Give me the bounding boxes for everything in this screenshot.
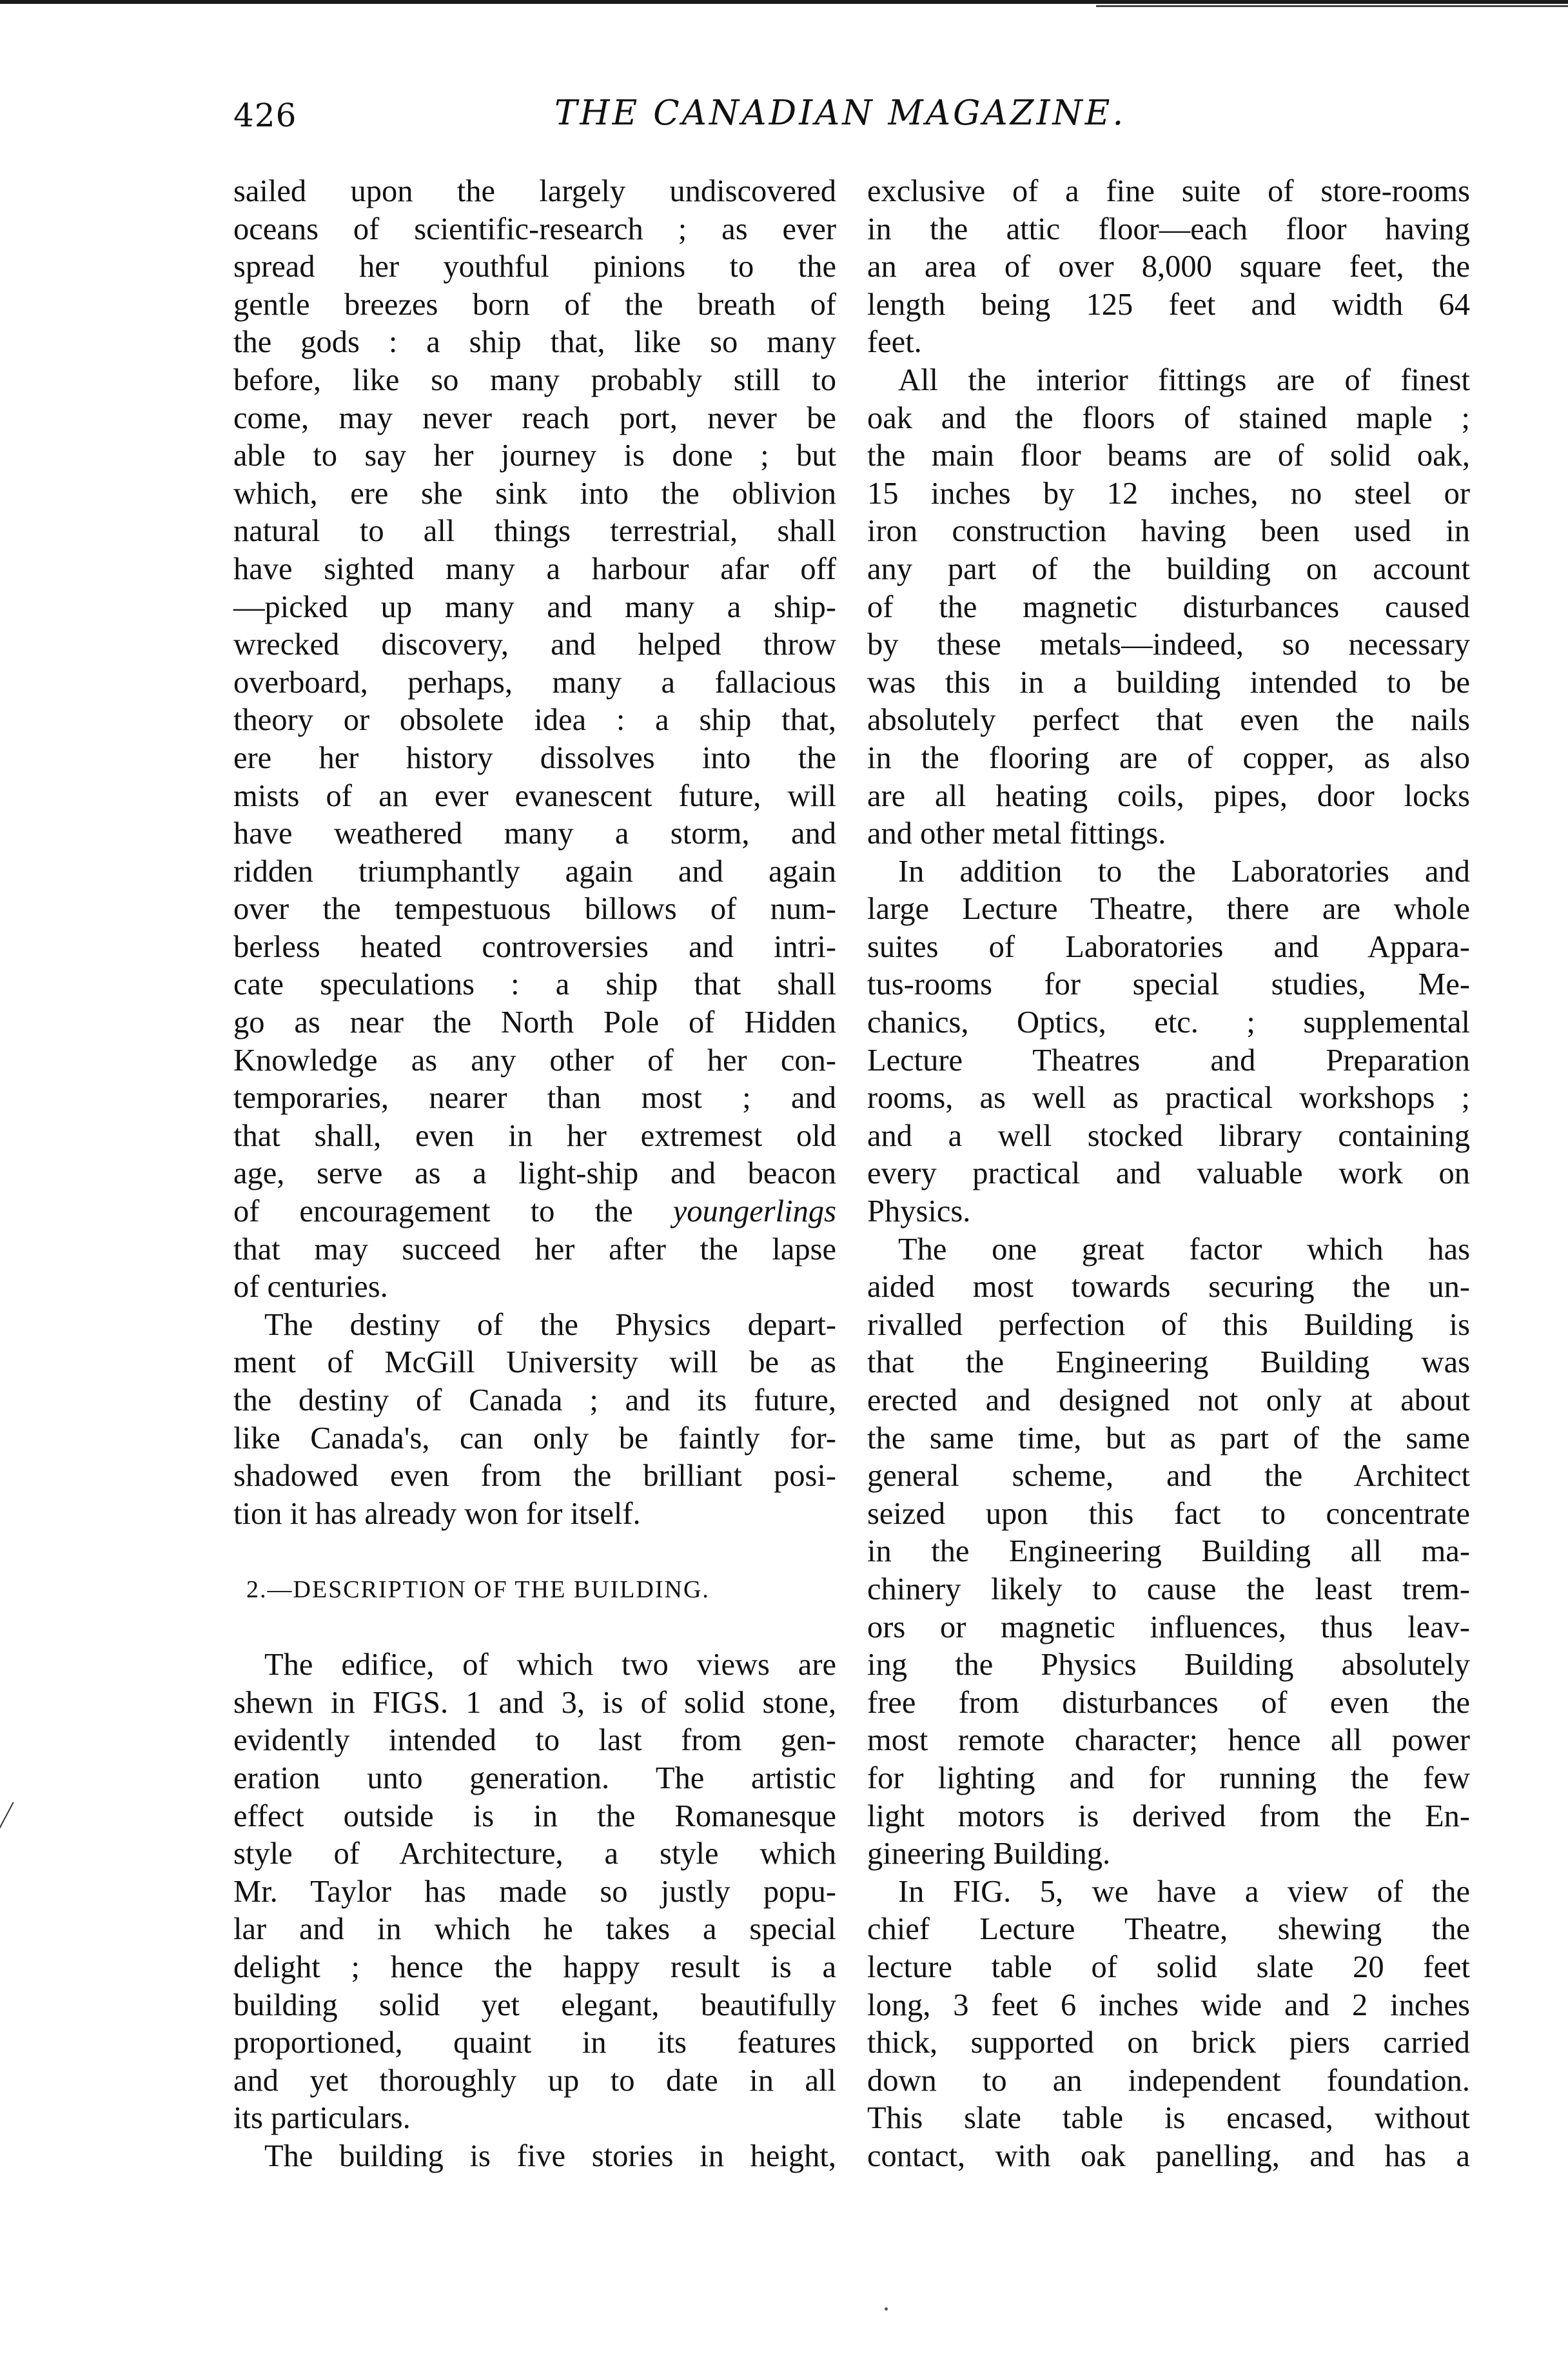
text-line: delight ; hence the happy result is a [233,1949,836,1984]
text-line: and yet thoroughly up to date in all [233,2063,836,2098]
text-line: absolutely perfect that even the nails [867,703,1470,738]
italic-word: youngerlings [672,1194,836,1229]
text-line: which, ere she sink into the oblivion [233,476,836,511]
text-line: in the Engineering Building all ma- [867,1534,1470,1569]
text-line: light motors is derived from the En- [867,1799,1470,1833]
text-line: The building is five stories in height, [264,2138,836,2173]
text-line [233,1193,836,1231]
text-line: iron construction having been used in [867,514,1470,549]
text-line: are all heating coils, pipes, door locks [867,778,1470,813]
text-line: have sighted many a harbour afar off [233,551,836,586]
text-line: building solid yet elegant, beautifully [233,1987,836,2022]
text-line: berless heated controversies and intri- [233,929,836,964]
text-line: any part of the building on account [867,551,1470,586]
text-line: ere her history dissolves into the [233,740,836,775]
text-line: tion it has already won for itself. [233,1496,641,1531]
text-fragment: of encouragement to the [233,1194,633,1229]
text-line: of centuries. [233,1270,388,1305]
text-line: overboard, perhaps, many a fallacious [233,665,836,700]
text-line: that may succeed her after the lapse [233,1232,836,1267]
text-line: large Lecture Theatre, there are whole [867,892,1470,927]
text-line: shadowed even from the brilliant posi- [233,1459,836,1494]
text-line: The one great factor which has [898,1232,1470,1267]
text-line: rooms, as well as practical workshops ; [867,1081,1470,1116]
text-line: oak and the floors of stained maple ; [867,400,1470,435]
text-line: the destiny of Canada ; and its future, [233,1383,836,1417]
text-line: rivalled perfection of this Building is [867,1307,1470,1342]
text-line: for lighting and for running the few [867,1761,1470,1795]
text-line: over the tempestuous billows of num- [233,892,836,927]
text-line: chanics, Optics, etc. ; supplemental [867,1005,1470,1040]
text-line: before, like so many probably still to [233,362,836,397]
text-line: length being 125 feet and width 64 [867,287,1470,322]
text-line: by these metals—indeed, so necessary [867,627,1470,662]
text-line: The destiny of the Physics depart- [264,1307,836,1342]
text-line: able to say her journey is done ; but [233,439,836,473]
text-line: theory or obsolete idea : a ship that, [233,703,836,738]
text-line: temporaries, nearer than most ; and [233,1081,836,1116]
text-line: every practical and valuable work on [867,1156,1470,1191]
text-line: Lecture Theatres and Preparation [867,1043,1470,1078]
spacer [233,1609,836,1647]
text-line: aided most towards securing the un- [867,1270,1470,1305]
text-line: in the flooring are of copper, as also [867,740,1470,775]
text-line: and other metal fittings. [867,816,1166,851]
top-border-rule [0,0,1568,4]
text-line: that shall, even in her extremest old [233,1118,836,1153]
text-line: tus-rooms for special studies, Me- [867,967,1470,1002]
text-line: free from disturbances of even the [867,1685,1470,1720]
text-line: All the interior fittings are of finest [898,362,1470,397]
text-line: gentle breezes born of the breath of [233,287,836,322]
text-line: the same time, but as part of the same [867,1421,1470,1455]
text-line: feet. [867,325,922,360]
left-column [233,173,836,2175]
text-line: oceans of scientific-research ; as ever [233,212,836,246]
text-line: Knowledge as any other of her con- [233,1043,836,1078]
text-line: like Canada's, can only be faintly for- [233,1421,836,1455]
text-line: This slate table is encased, without [867,2101,1470,2136]
text-line: go as near the North Pole of Hidden [233,1005,836,1040]
text-line: its particulars. [233,2101,411,2136]
text-line: ridden triumphantly again and again [233,854,836,889]
right-column [867,173,1470,2175]
text-line: general scheme, and the Architect [867,1459,1470,1494]
text-line: The edifice, of which two views are [264,1648,836,1682]
text-line: —picked up many and many a ship- [233,589,836,624]
text-line: thick, supported on brick piers carried [867,2026,1470,2060]
text-line: chinery likely to cause the least trem- [867,1572,1470,1606]
text-line: of the magnetic disturbances caused [867,589,1470,624]
printer-dot-mark [885,2307,888,2311]
text-line: chief Lecture Theatre, shewing the [867,1912,1470,1947]
text-line: age, serve as a light-ship and beacon [233,1156,836,1191]
text-line: natural to all things terrestrial, shall [233,514,836,549]
text-line: gineering Building. [867,1837,1111,1871]
text-line: that the Engineering Building was [867,1345,1470,1380]
text-line: in the attic floor—each floor having [867,212,1470,246]
text-line: effect outside is in the Romanesque [233,1799,836,1833]
text-line: wrecked discovery, and helped throw [233,627,836,662]
text-line: 15 inches by 12 inches, no steel or [867,476,1470,511]
text-line: ors or magnetic influences, thus leav- [867,1610,1470,1644]
running-head: THE CANADIAN MAGAZINE. [554,94,1126,133]
text-line: cate speculations : a ship that shall [233,967,836,1002]
text-line: style of Architecture, a style which [233,1837,836,1871]
top-border-rule-secondary [1096,5,1568,7]
text-line: suites of Laboratories and Appara- [867,929,1470,964]
spacer [233,1533,836,1571]
text-line: exclusive of a fine suite of store-rooms [867,174,1470,208]
text-line: come, may never reach port, never be [233,400,836,435]
text-line: lecture table of solid slate 20 feet [867,1949,1470,1984]
text-line: proportioned, quaint in its features [233,2026,836,2060]
text-line: down to an independent foundation. [867,2063,1470,2098]
text-line: ment of McGill University will be as [233,1345,836,1380]
text-line: Mr. Taylor has made so justly popu- [233,1874,836,1909]
text-line: In FIG. 5, we have a view of the [898,1874,1470,1909]
page-number: 426 [233,97,297,134]
text-line: most remote character; hence all power [867,1723,1470,1758]
text-line: was this in a building intended to be [867,665,1470,700]
text-line: shewn in FIGS. 1 and 3, is of solid stone, [233,1685,836,1720]
text-line: seized upon this fact to concentrate [867,1496,1470,1531]
text-line: mists of an ever evanescent future, will [233,778,836,813]
text-line: spread her youthful pinions to the [233,250,836,284]
text-line: the gods : a ship that, like so many [233,325,836,360]
text-line: eration unto generation. The artistic [233,1761,836,1795]
section-heading: 2.—DESCRIPTION OF THE BUILDING. [246,1575,710,1603]
text-line: and a well stocked library containing [867,1118,1470,1153]
text-line: an area of over 8,000 square feet, the [867,250,1470,284]
text-line: contact, with oak panelling, and has a [867,2138,1470,2173]
text-line: ing the Physics Building absolutely [867,1648,1470,1682]
text-line: long, 3 feet 6 inches wide and 2 inches [867,1987,1470,2022]
text-line: lar and in which he takes a special [233,1912,836,1947]
text-line: In addition to the Laboratories and [898,854,1470,889]
text-line: Physics. [867,1194,971,1229]
margin-pencil-mark [0,1802,14,1848]
text-line: sailed upon the largely undiscovered [233,174,836,208]
text-line: evidently intended to last from gen- [233,1723,836,1758]
text-line: have weathered many a storm, and [233,816,836,851]
text-line: the main floor beams are of solid oak, [867,439,1470,473]
text-line: erected and designed not only at about [867,1383,1470,1417]
